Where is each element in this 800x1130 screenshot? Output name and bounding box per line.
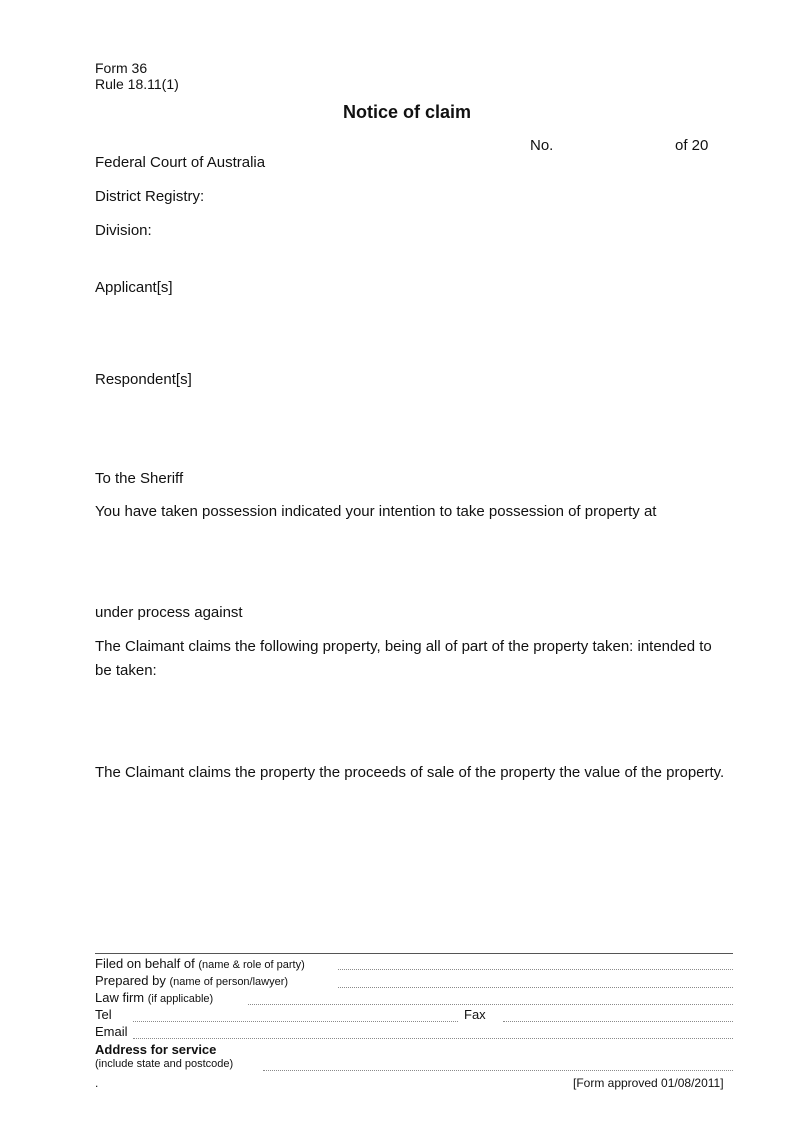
filed-on-behalf-field[interactable] [338,969,733,970]
district-registry-label: District Registry: [95,188,205,205]
filed-on-behalf-label [95,956,305,971]
fax-field[interactable] [503,1021,733,1022]
tel-field[interactable] [133,1021,458,1022]
email-field[interactable] [133,1038,733,1039]
address-for-service-label: Address for service [95,1042,217,1057]
fax-label: Fax [464,1007,486,1022]
address-for-service-field[interactable] [263,1070,733,1071]
year-label: of 20 [675,137,709,154]
prepared-by-field[interactable] [338,987,733,988]
filed-on-behalf-text: Filed on behalf of [95,956,195,971]
rule-reference: Rule 18.11(1) [95,76,179,92]
possession-statement: You have taken possession indicated your intention to take possession of property at [95,503,657,520]
tel-label: Tel [95,1007,112,1022]
division-label: Division: [95,222,152,239]
addressee: To the Sheriff [95,470,184,487]
respondent-label: Respondent[s] [95,371,192,388]
footer-divider [95,953,733,954]
law-firm-hint: (if applicable) [147,993,214,1005]
address-for-service-hint: (include state and postcode) [95,1058,234,1070]
law-firm-field[interactable] [248,1004,733,1005]
page-title: Notice of claim [343,102,472,122]
claims-value-statement: The Claimant claims the property the proceeds of sale of the property the value of the property. [95,764,725,781]
footer-dot: . [95,1076,99,1090]
form-number: Form 36 [95,60,148,76]
applicant-label: Applicant[s] [95,279,173,296]
prepared-by-text: Prepared by [95,973,166,988]
law-firm-text: Law firm [95,990,145,1005]
law-firm-label [95,990,213,1005]
email-label: Email [95,1024,128,1039]
prepared-by-label [95,973,288,988]
filed-on-behalf-hint: (name & role of party) [198,959,305,971]
court-name: Federal Court of Australia [95,154,266,171]
claims-property-statement: The Claimant claims the following property, being all of part of the property taken: intended to be taken: [95,638,712,679]
form-approval-note: [Form approved 01/08/2011] [573,1076,724,1090]
prepared-by-hint: (name of person/lawyer) [169,976,289,988]
process-statement: under process against [95,604,243,621]
case-number-label: No. [530,137,554,154]
